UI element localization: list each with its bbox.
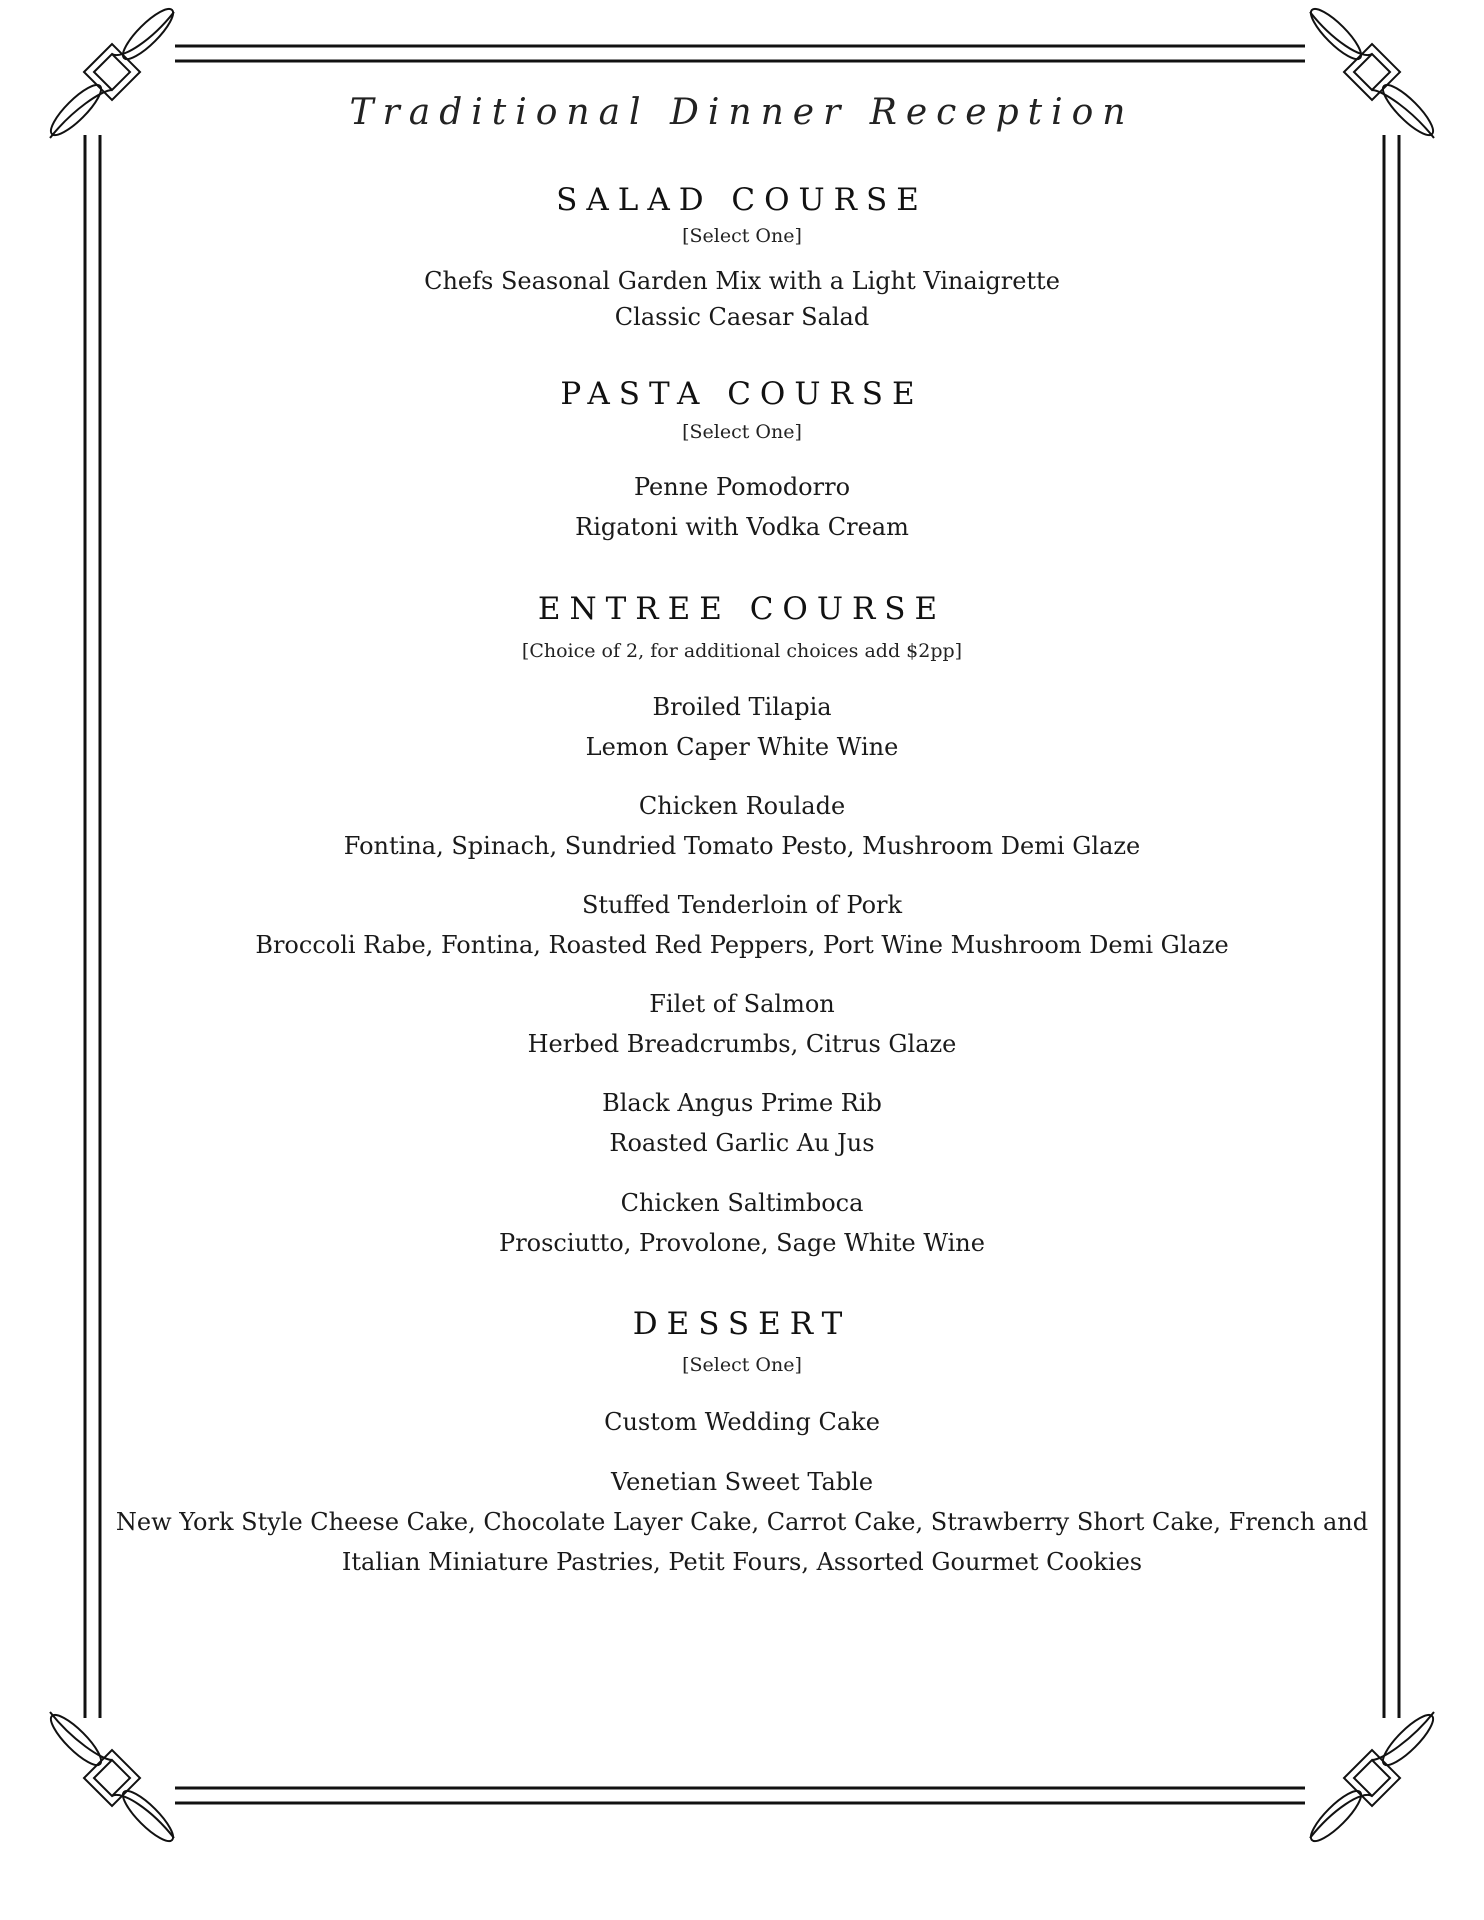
dessert-note: [Select One]: [682, 1354, 802, 1376]
entree-item-desc: Roasted Garlic Au Jus: [609, 1129, 875, 1157]
dessert-item-desc: Italian Miniature Pastries, Petit Fours, Assorted Gourmet Cookies: [341, 1548, 1143, 1576]
salad-course-note: [Select One]: [682, 225, 802, 247]
entree-item-desc: Broccoli Rabe, Fontina, Roasted Red Peppers, Port Wine Mushroom Demi Glaze: [255, 931, 1229, 959]
entree-course-heading: ENTREE COURSE: [537, 591, 947, 627]
entree-item-name: Chicken Saltimboca: [620, 1189, 864, 1217]
entree-item-desc: Lemon Caper White Wine: [585, 733, 899, 761]
entree-item-desc: Herbed Breadcrumbs, Citrus Glaze: [527, 1030, 957, 1058]
entree-item-name: Filet of Salmon: [649, 990, 835, 1018]
entree-item-name: Black Angus Prime Rib: [602, 1089, 882, 1117]
entree-item-name: Broiled Tilapia: [652, 693, 832, 721]
page-title: Traditional Dinner Reception: [349, 92, 1135, 133]
salad-item: Chefs Seasonal Garden Mix with a Light Vinaigrette: [424, 267, 1060, 295]
dessert-item-name: Venetian Sweet Table: [610, 1468, 874, 1496]
salad-item: Classic Caesar Salad: [614, 303, 870, 331]
entree-course-note: [Choice of 2, for additional choices add $2pp]: [521, 640, 963, 662]
entree-item-desc: Prosciutto, Provolone, Sage White Wine: [499, 1229, 985, 1257]
pasta-course-heading: PASTA COURSE: [560, 376, 924, 412]
dessert-item: Custom Wedding Cake: [604, 1408, 880, 1436]
pasta-item: Rigatoni with Vodka Cream: [575, 513, 909, 541]
dessert-heading: DESSERT: [632, 1306, 852, 1342]
corner-flourish-icon: [45, 1709, 179, 1847]
pasta-course-note: [Select One]: [682, 421, 802, 443]
dessert-item-desc: New York Style Cheese Cake, Chocolate Layer Cake, Carrot Cake, Strawberry Short Cake, French and: [115, 1508, 1369, 1536]
entree-item-name: Stuffed Tenderloin of Pork: [581, 891, 903, 919]
salad-course-heading: SALAD COURSE: [556, 182, 928, 218]
corner-flourish-icon: [1305, 1709, 1439, 1847]
pasta-item: Penne Pomodorro: [633, 473, 851, 501]
entree-item-name: Chicken Roulade: [638, 792, 846, 820]
entree-item-desc: Fontina, Spinach, Sundried Tomato Pesto, Mushroom Demi Glaze: [343, 832, 1141, 860]
